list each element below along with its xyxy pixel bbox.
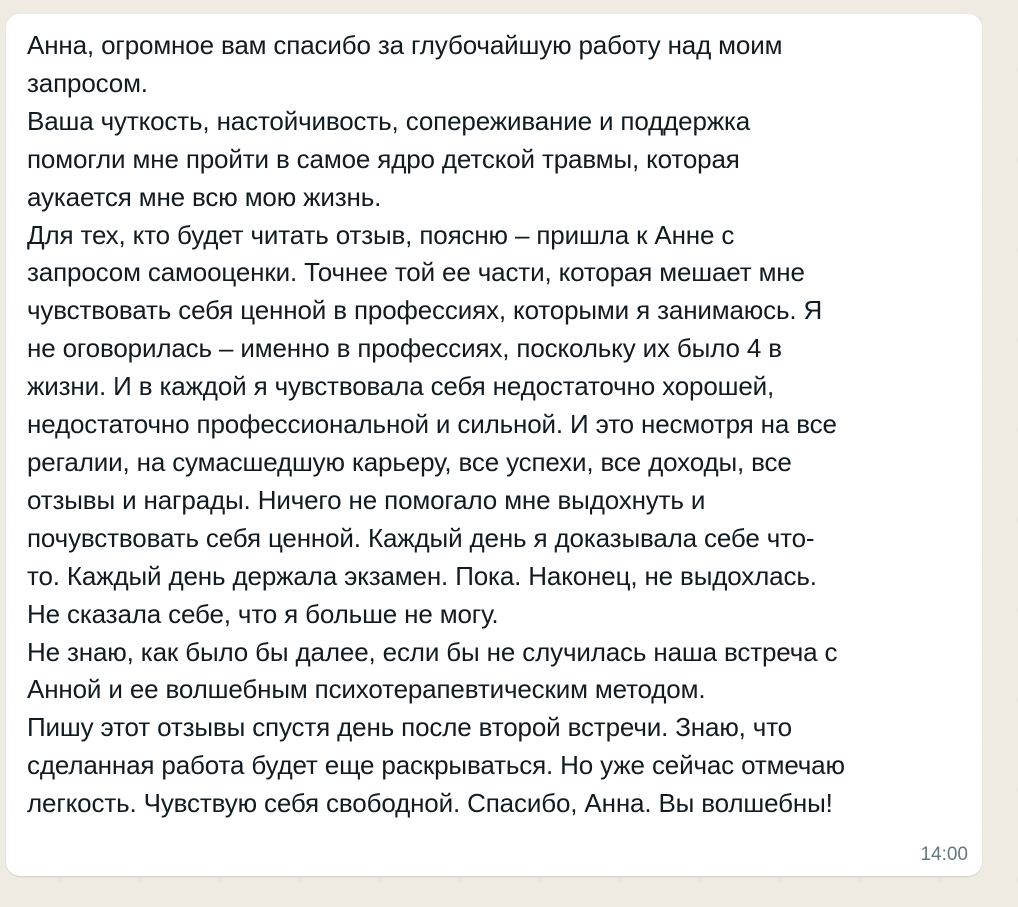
message-bubble[interactable] [6, 14, 982, 876]
message-line: сделанная работа будет еще раскрываться. Но уже сейчас отмечаю [27, 750, 845, 781]
message-line: почувствовать себя ценной. Каждый день я доказывала себе что- [27, 522, 815, 553]
message-line: чувствовать себя ценной в профессиях, которыми я занимаюсь. Я [27, 295, 823, 326]
message-line: Не сказала себе, что я больше не могу. [27, 598, 499, 629]
message-timestamp: 14:00 [920, 844, 968, 865]
message-line: Анной и ее волшебным психотерапевтическим методом. [27, 674, 706, 705]
message-line: Ваша чуткость, настойчивость, сопереживание и поддержка [27, 105, 751, 136]
message-text [27, 27, 964, 823]
message-line: запросом самооценки. Точнее той ее части, которая мешает мне [27, 257, 805, 288]
message-line: Для тех, кто будет читать отзыв, поясню – пришла к Анне с [27, 219, 735, 250]
message-line: запросом. [27, 67, 148, 98]
message-line: Не знаю, как было бы далее, если бы не случилась наша встреча с [27, 636, 838, 667]
message-line: отзывы и награды. Ничего не помогало мне выдохнуть и [27, 484, 706, 515]
message-line: Пишу этот отзывы спустя день после второй встречи. Знаю, что [27, 712, 792, 743]
message-line: жизни. И в каждой я чувствовала себя недостаточно хорошей, [27, 371, 775, 402]
message-line: регалии, на сумасшедшую карьеру, все успехи, все доходы, все [27, 446, 792, 477]
message-line: помогли мне пройти в самое ядро детской травмы, которая [27, 143, 740, 174]
message-line: легкость. Чувствую себя свободной. Спасибо, Анна. Вы волшебны! [27, 788, 833, 819]
message-line: Анна, огромное вам спасибо за глубочайшую работу над моим [27, 30, 783, 60]
message-line: аукается мне всю мою жизнь. [27, 181, 382, 212]
message-line: недостаточно профессиональной и сильной. И это несмотря на все [27, 409, 837, 440]
message-line: не оговорилась – именно в профессиях, поскольку их было 4 в [27, 333, 782, 364]
message-line: то. Каждый день держала экзамен. Пока. Наконец, не выдохлась. [27, 560, 817, 591]
